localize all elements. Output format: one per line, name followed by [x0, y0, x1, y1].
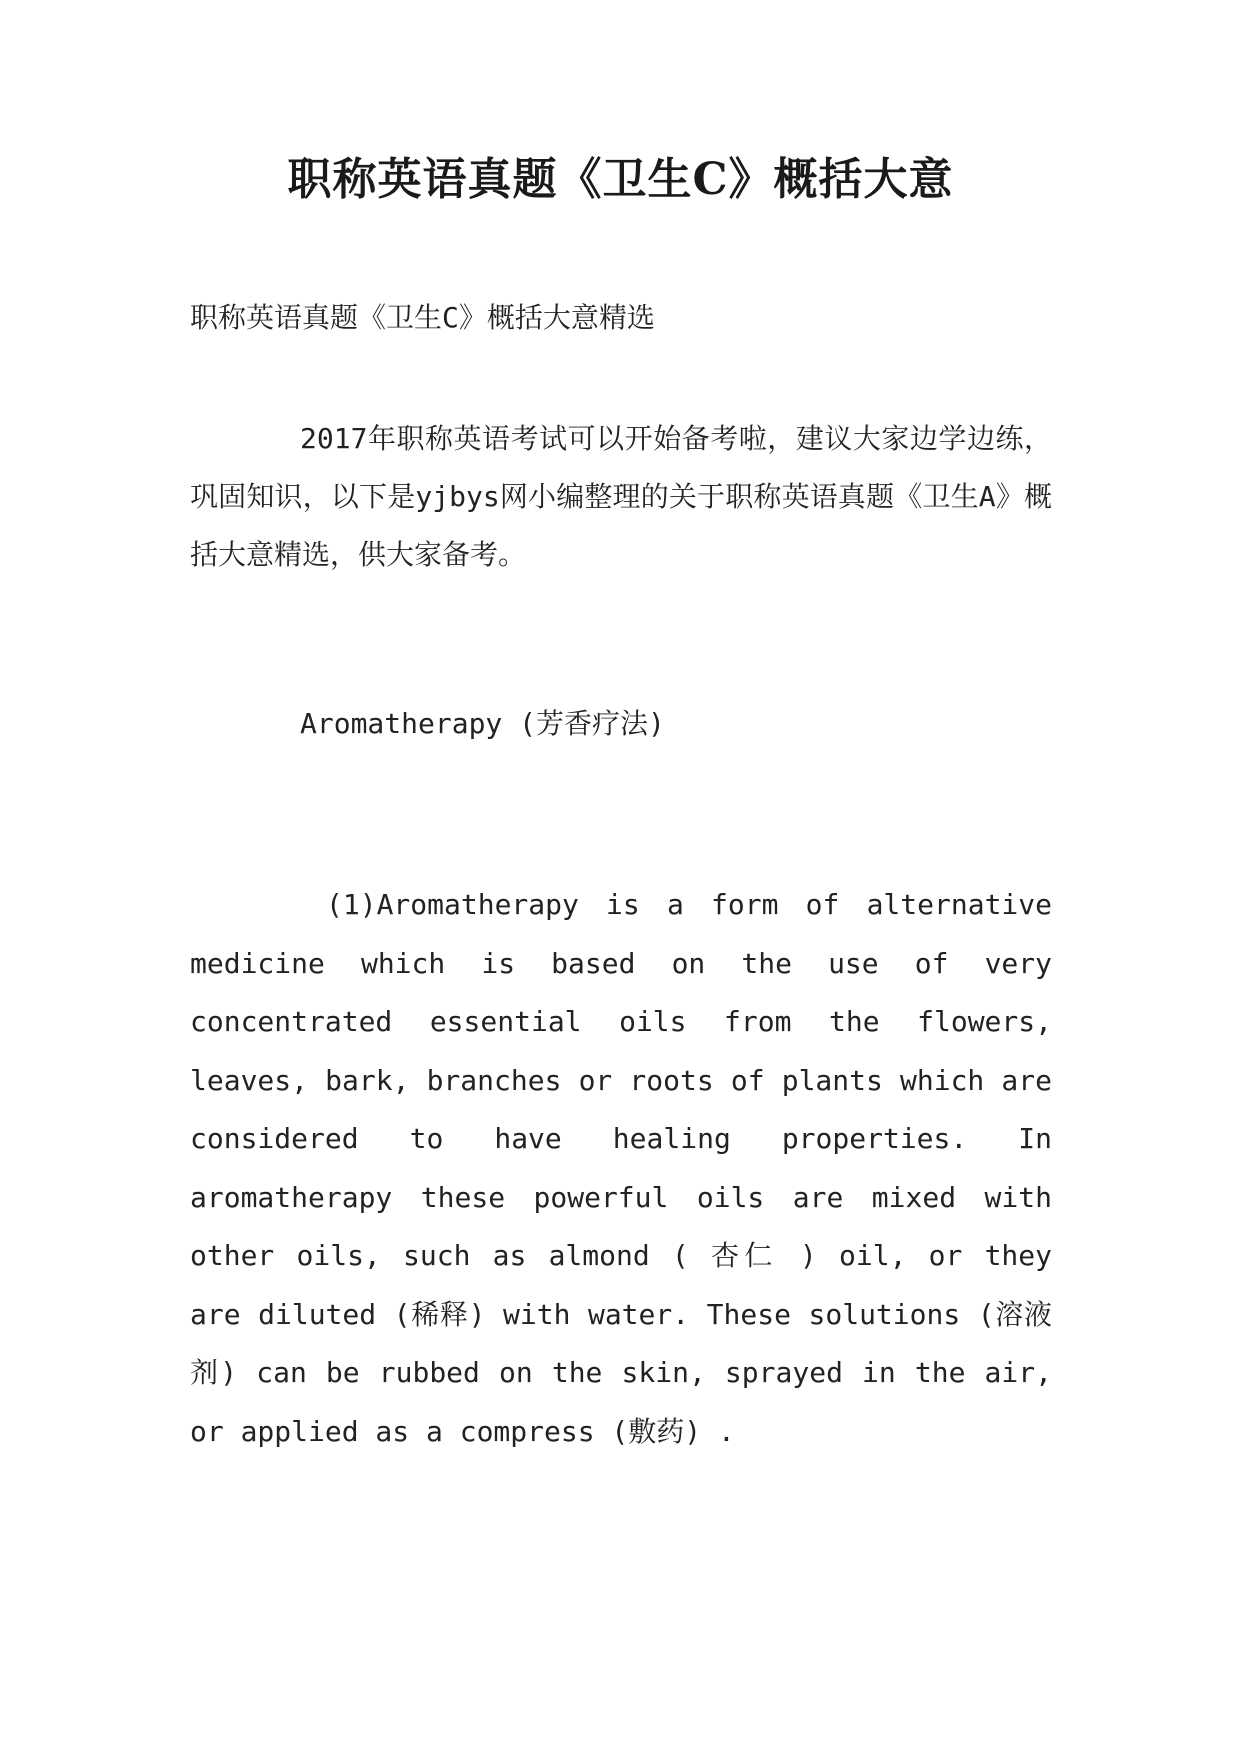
- document-title: 职称英语真题《卫生C》概括大意: [287, 154, 954, 205]
- section-heading: Aromatherapy (芳香疗法): [300, 707, 665, 740]
- intro-paragraph: 2017年职称英语考试可以开始备考啦，建议大家边学边练，巩固知识，以下是yjbys网小编整理的关于职称英语真题《卫生A》概括大意精选，供大家备考。: [190, 422, 1052, 571]
- document-subtitle: 职称英语真题《卫生C》概括大意精选: [190, 301, 655, 334]
- body-paragraph: (1)Aromatherapy is a form of alternative medicine which is based on the use of very concentrated essential oils from the flowers, leaves, bark, branches or roots of plants which are considered to have healing properties. In aromatherapy these powerful oils are mixed with other oils, such as almond ( 杏仁 ) oil, or they are diluted (稀释) with water. These solutions (溶液剂) can be rubbed on the skin, sprayed in the air, or applied as a compress (敷药) .: [190, 888, 1052, 1448]
